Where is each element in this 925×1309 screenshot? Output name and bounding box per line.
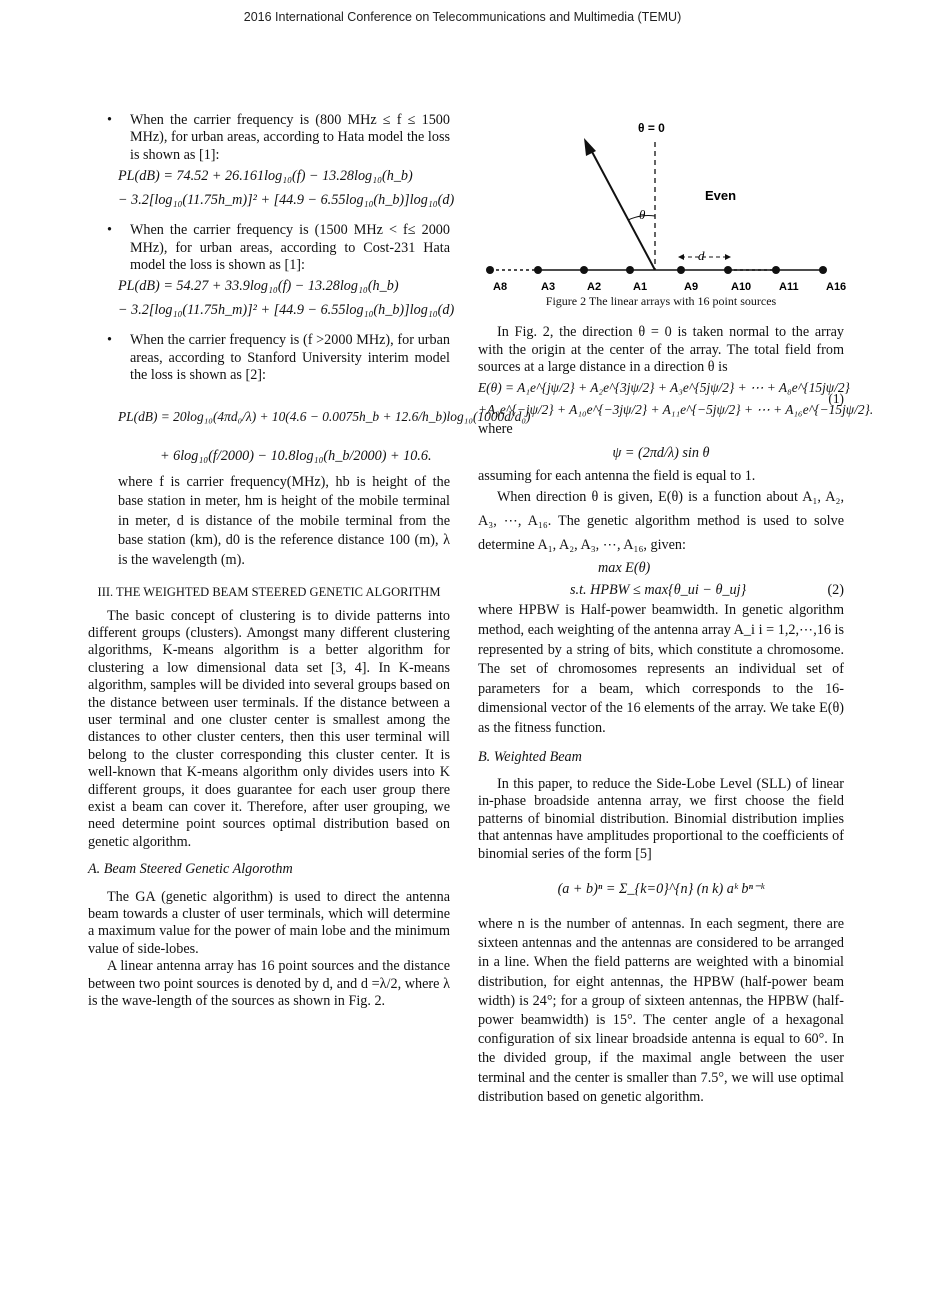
array-element-dot xyxy=(819,266,827,274)
array-element-dot xyxy=(677,266,685,274)
bullet-dot: • xyxy=(107,222,112,239)
array-element-dot xyxy=(772,266,780,274)
spacing-d-label: d xyxy=(698,248,705,263)
array-element-label: A2 xyxy=(587,281,602,293)
where-definitions: where f is carrier frequency(MHz), hb is height of the base station in meter, hm is height of the mobile terminal in meter, d is distance of the mobile terminal from the base station (km), d0 is the reference distance 100 (m), λ is the wavelength (m). xyxy=(118,473,450,568)
bullet-text: When the carrier frequency is (1500 MHz < f≤ 2000 MHz), for urban areas, according to Cost-231 Hata model the loss is shown as [1]: xyxy=(130,222,450,274)
paragraph-ga: The GA (genetic algorithm) is used to direct the antenna beam towards a cluster of user terminals, which will determine a maximum value for the power of main lobe and the minimum value of side-lobes. xyxy=(88,888,450,957)
array-diagram xyxy=(478,118,847,298)
array-element-dot xyxy=(724,266,732,274)
equation-cost231-line2: − 3.2[log₁₀(11.75h_m)]² + [44.9 − 6.55log₁₀(h_b)]log₁₀(d) xyxy=(118,302,455,319)
paragraph-final: where n is the number of antennas. In each segment, there are sixteen antennas and the antennas are considered to be arranged in a line. When the field patterns are weighted with a binomial distribution, for eight antennas, the HPBW (half-power beam width) is 24°; for a group of sixteen antennas, the HPBW (half-power beamwidth) is 15°. The center angle of a hexagonal configuration of six linear broadside antenna is equal to 60°. In the divided group, if the maximal angle between the user terminal and the center is smaller than 7.5°, we will use optimal distribution based on genetic algorithm. xyxy=(478,916,844,1105)
array-element-label: A1 xyxy=(633,281,648,293)
array-element-label: A8 xyxy=(493,281,508,293)
bullet-dot: • xyxy=(107,332,112,349)
equation-number-1: (1) xyxy=(828,390,844,406)
array-element-label: A9 xyxy=(684,281,699,293)
paragraph-weighted-beam: In this paper, to reduce the Side-Lobe Level (SLL) of linear in-phase broadside antenna array, we first choose the field patterns of binomial distribution. Binomial distribution implies that antennas have amplitudes proportional to the coefficients of binomial series of the form [5] xyxy=(478,776,844,862)
equation-field-text1: E(θ) = A₁e^{jψ/2} + A₂e^{3jψ/2} + A₃e^{5jψ/2} + ⋯ + A₈e^{15jψ/2} xyxy=(478,379,850,395)
array-element-label: A11 xyxy=(779,281,799,293)
bullet-hata xyxy=(88,112,450,164)
where-label: where xyxy=(478,420,513,437)
paragraph-fig2: In Fig. 2, the direction θ = 0 is taken normal to the array with the origin at the center of the array. The total field from sources at a large distance in a direction θ is xyxy=(478,324,844,376)
beam-arrowhead xyxy=(584,138,596,156)
theta-zero-label: θ = 0 xyxy=(638,121,665,135)
paragraph-linear-array: A linear antenna array has 16 point sources and the distance between two point sources is denoted by d, and d =λ/2, where λ is the wave-length of the sources as shown in Fig. 2. xyxy=(88,958,450,1010)
equation-number-2: (2) xyxy=(827,582,844,599)
paragraph-assume: assuming for each antenna the field is equal to 1. xyxy=(478,468,756,485)
array-element-dot xyxy=(626,266,634,274)
paragraph-clustering: The basic concept of clustering is to divide patterns into different groups (clusters). Amongst many different clustering algorithms, K-means algorithm is a better algorithm for clustering a low dimensional data set [3, 4]. In K-means algorithm, samples will be divided into several groups based on the distance between user terminals. If the distance between a user terminal and one cluster center is smallest among the distances to other cluster centers, then this user terminal will belong to the cluster corresponding this cluster center. It is well-known that K-means algorithm only divides users into K different groups, it does guarantee for each user group there exist a beam can cover it. Therefore, after user grouping, we need determine point sources optimal distribution based on genetic algorithm. xyxy=(88,607,450,850)
spacing-arrow-left xyxy=(678,254,684,260)
array-element-dot xyxy=(580,266,588,274)
equation-field-line1 xyxy=(478,377,850,406)
subsection-a-heading: A. Beam Steered Genetic Algorothm xyxy=(88,861,293,878)
array-element-label: A10 xyxy=(731,281,752,293)
equation-psi: ψ = (2πd/λ) sin θ xyxy=(612,445,710,462)
bullet-text: When the carrier frequency is (800 MHz ≤ f ≤ 1500 MHz), for urban areas, according to Hata model the loss is shown as [1]: xyxy=(130,112,450,163)
equation-max: max E(θ) xyxy=(598,560,651,577)
subsection-b-heading: B. Weighted Beam xyxy=(478,748,582,765)
array-element-dot xyxy=(486,266,494,274)
equation-field-line2: +A₉e^{−jψ/2} + A₁₀e^{−3jψ/2} + A₁₁e^{−5jψ/2} + ⋯ + A₁₆e^{−15jψ/2}. xyxy=(478,401,874,417)
equation-stanford-line1: PL(dB) = 20log₁₀(4πd₀/λ) + 10(4.6 − 0.0075h_b + 12.6/h_b)log₁₀(1000d/d₀) xyxy=(118,408,531,424)
spacing-arrow-right xyxy=(725,254,731,260)
equation-stanford-line2: + 6log₁₀(f/2000) − 10.8log₁₀(h_b/2000) + 10.6. xyxy=(160,447,432,464)
bullet-text: When the carrier frequency is (f >2000 MHz), for urban areas, according to Stanford University interim model the loss is shown as [2]: xyxy=(130,332,450,384)
bullet-dot: • xyxy=(107,112,112,128)
array-element-label: A16 xyxy=(826,281,847,293)
figure-linear-array xyxy=(478,118,847,293)
equation-constraint-text: s.t. HPBW ≤ max{θ_ui − θ_uj} xyxy=(570,582,747,599)
running-header: 2016 International Conference on Telecommunications and Multimedia (TEMU) xyxy=(243,10,682,24)
paragraph-direction: When direction θ is given, E(θ) is a function about A₁, A₂, A₃, ⋯, A₁₆. The genetic algorithm method is used to solve determine A₁, A₂, A₃, ⋯, A₁₆, given: xyxy=(478,489,844,554)
section-heading-iii: III. THE WEIGHTED BEAM STEERED GENETIC ALGORITHM xyxy=(97,585,441,600)
equation-hata-line2: − 3.2[log₁₀(11.75h_m)]² + [44.9 − 6.55log₁₀(h_b)]log₁₀(d) xyxy=(118,192,455,209)
figure-2-caption: Figure 2 The linear arrays with 16 point sources xyxy=(545,294,777,308)
equation-constraint xyxy=(478,579,844,601)
theta-angle-label: θ xyxy=(639,207,646,222)
equation-binomial: (a + b)ⁿ = Σ_{k=0}^{n} (n k) aᵏ bⁿ⁻ᵏ xyxy=(557,881,765,898)
even-label: Even xyxy=(705,188,737,203)
paragraph-hpbw: where HPBW is Half-power beamwidth. In genetic algorithm method, each weighting of the antenna array A_i i = 1,2,⋯,16 is represented by a string of bits, which constitute a chromosome. The set of chromosomes represents an individual set of parameters for a beam, which corresponds to the 16-dimensional vector of the 16 elements of the array. We take E(θ) as the fitness function. xyxy=(478,602,844,736)
bullet-cost231 xyxy=(88,222,450,274)
right-column xyxy=(478,118,874,1107)
array-element-dot xyxy=(534,266,542,274)
equation-cost231-line1: PL(dB) = 54.27 + 33.9log₁₀(f) − 13.28log₁₀(h_b) xyxy=(118,278,399,295)
bullet-stanford xyxy=(88,332,450,384)
array-element-label: A3 xyxy=(541,281,556,293)
equation-hata-line1: PL(dB) = 74.52 + 26.161log₁₀(f) − 13.28log₁₀(h_b) xyxy=(118,168,413,185)
